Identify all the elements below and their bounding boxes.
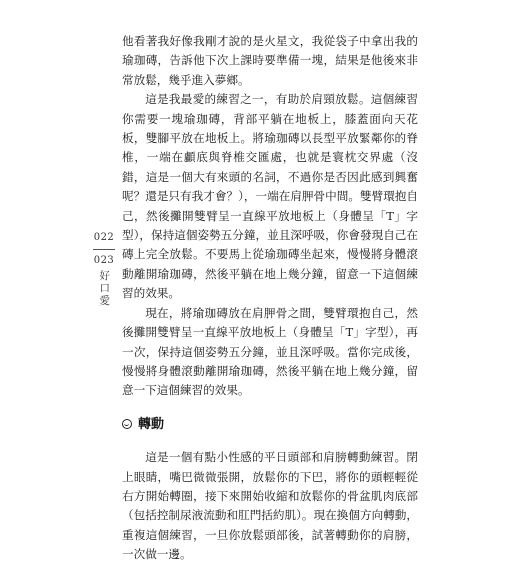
section-title: 轉動: [138, 416, 165, 432]
paragraph: 現在，將瑜珈磚放在肩胛骨之間，雙臂環抱自己，然後攤開雙臂呈一直線平放地板上（身體呈「T」字型），再一次，保持這個姿勢五分鐘，並且深呼吸。當你完成後，慢慢將身體滾動離開瑜珈磚，然後平躺在地上幾分鐘，留意一下這個練習的效果。: [122, 305, 418, 398]
paragraph: 這是我最愛的練習之一，有助於肩頸放鬆。這個練習你需要一塊瑜珈磚，背部平躺在地板上，膝蓋面向天花板，雙腳平放在地板上。將瑜珈磚以長型平放緊鄰你的脊椎，一端在顱底與脊椎交匯處，也就是寰枕交界處（沒錯，這是一個大有來頭的名詞，不過你是否因此感到興奮呢？還是只有我才會？），一端在肩胛骨中間。雙臂環抱自己，然後攤開雙臂呈一直線平放地板上（身體呈「T」字型），保持這個姿勢五分鐘，並且深呼吸，你會發現自己在磚上完全放鬆。不要馬上從瑜珈磚坐起來，慢慢將身體滾動離開瑜珈磚，然後平躺在地上幾分鐘，留意一下這個練習的效果。: [122, 92, 418, 301]
paragraph: 他看著我好像我剛才說的是火星文，我從袋子中拿出我的瑜珈磚，告訴他下次上課時要準備一塊，結果是他後來非常放鬆，幾乎進入夢鄉。: [122, 34, 418, 87]
paragraph: 這是一個有點小性感的平日頭部和肩膀轉動練習。閉上眼睛，嘴巴微微張開，放鬆你的下巴，將你的頭輕輕從右方開始轉圈，接下來開始收縮和放鬆你的骨盆肌肉底部（包括控制尿液流動和肛門括約肌）。現在換個方向轉動，重複這個練習，一旦你放鬆頭部後，試著轉動你的肩膀，一次做一邊。: [122, 450, 418, 562]
running-head: 好口愛: [98, 270, 111, 308]
folio-divider: [93, 249, 115, 250]
body-text: [122, 32, 418, 565]
smile-circle-icon: [122, 419, 132, 429]
right-page-number: 023: [93, 255, 115, 266]
page-folio: [92, 233, 116, 308]
section-heading: [122, 415, 418, 434]
left-page-number: 022: [93, 232, 115, 243]
